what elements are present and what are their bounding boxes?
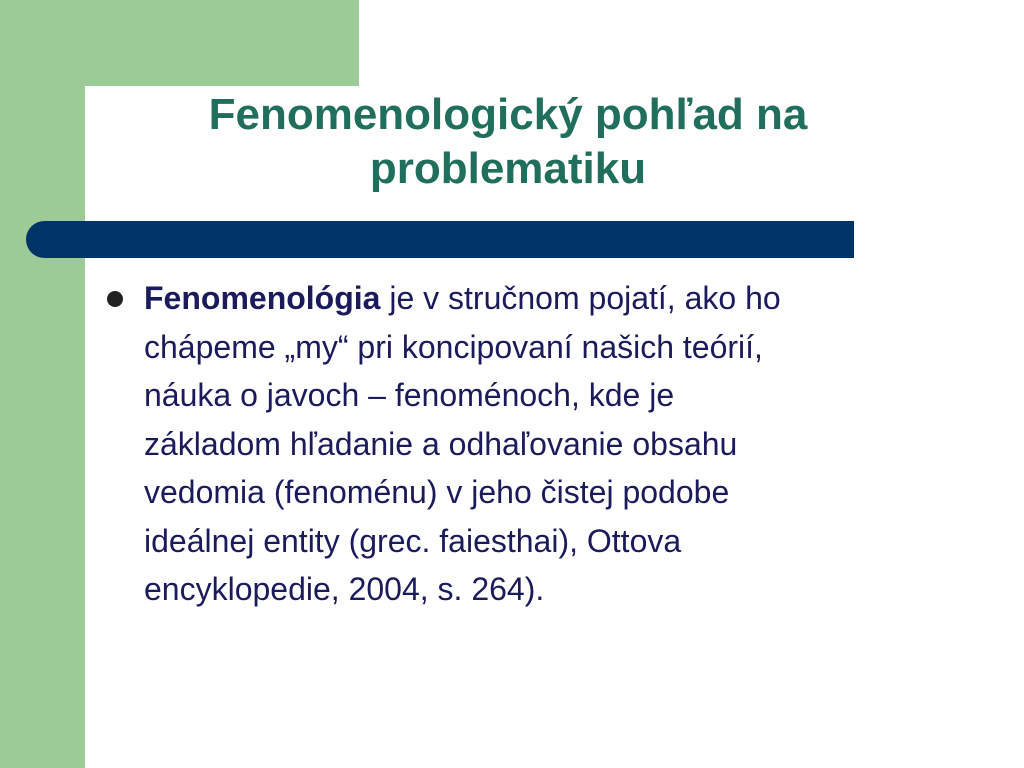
bullet-line-6: ideálnej entity (grec. faiesthai), Ottova — [144, 522, 682, 559]
decorative-top-band — [85, 0, 359, 86]
slide-title-line-2: problematiku — [369, 144, 647, 193]
slide-title — [108, 88, 908, 196]
bullet-line-7: encyklopedie, 2004, s. 264). — [144, 571, 545, 607]
bullet-line-1-rest: je v stručnom pojatí, ako ho — [380, 280, 781, 316]
bullet-dot-icon — [107, 291, 123, 307]
bullet-line-5: vedomia (fenoménu) v jeho čistej podobe — [144, 474, 730, 510]
bullet-line-2: chápeme „my“ pri koncipovaní našich teórií, — [144, 328, 763, 365]
title-divider-bar — [26, 221, 854, 258]
bullet-line-4: základom hľadanie a odhaľovanie obsahu — [144, 425, 738, 462]
bullet-text — [144, 274, 974, 614]
bullet-line-1 — [144, 274, 974, 323]
slide-title-line-1: Fenomenologický pohľad na — [208, 90, 808, 139]
decorative-left-band — [0, 0, 85, 768]
bullet-term: Fenomenológia — [144, 280, 381, 316]
bullet-line-3: náuka o javoch – fenoménoch, kde je — [144, 377, 675, 413]
